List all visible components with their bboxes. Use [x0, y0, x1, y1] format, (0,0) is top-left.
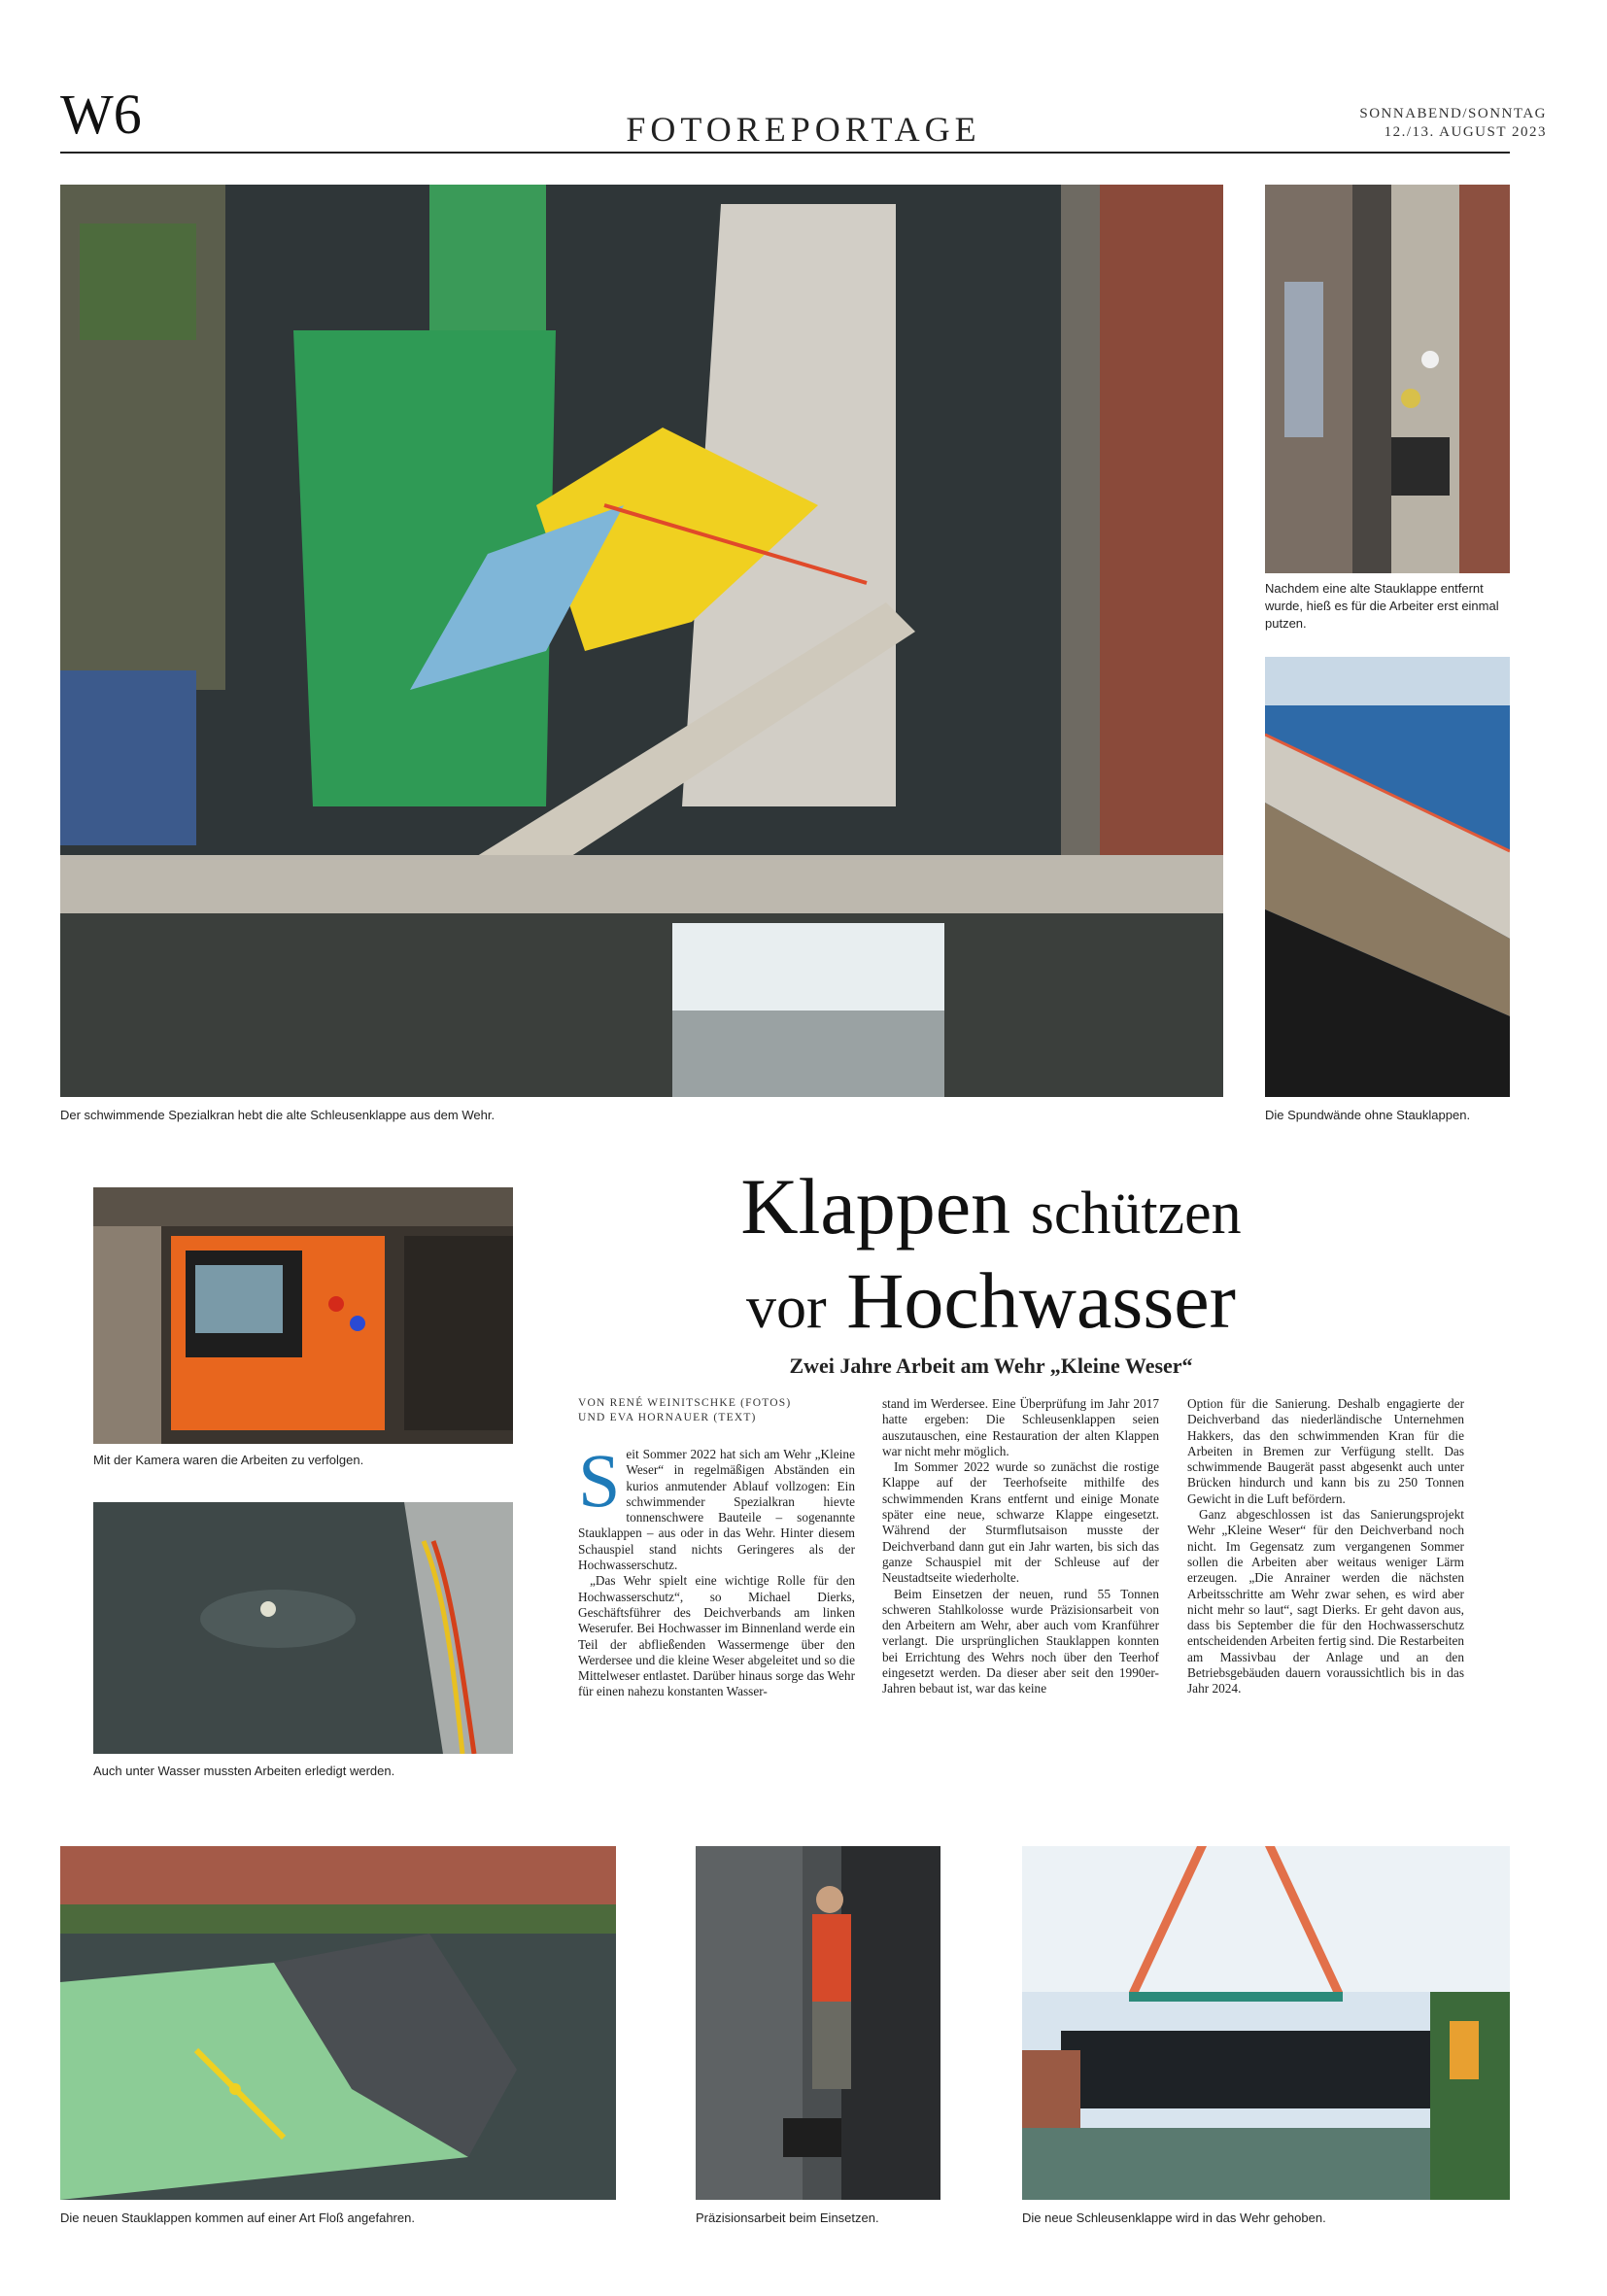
- caption-precision: Präzisionsarbeit beim Einsetzen.: [696, 2210, 879, 2225]
- paragraph: Option für die Sanierung. Deshalb engagierte der Deichverband das niederländische Unternehmen Hakkers, das den schwimmenden Kran für die Arbeiten in Bremen zur Verfügung stellt. Das schwimmende Baugerät passt abgesenkt auch unter Brücken hindurch und kann bis zu 250 Tonnen Gewicht in die Luft befördern.: [1187, 1396, 1464, 1506]
- article-column-2: [882, 1396, 1159, 1697]
- paragraph: stand im Werdersee. Eine Überprüfung im Jahr 2017 hatte ergeben: Die Schleusenklappen seien auszutauschen, eine Restauration der alten Klappen war nicht mehr möglich.: [882, 1396, 1159, 1458]
- photo-camera: [93, 1187, 513, 1444]
- photo-lifted: [1022, 1846, 1510, 2200]
- byline-line-2: UND EVA HORNAUER (TEXT): [578, 1412, 757, 1423]
- issue-date-line1: SONNABEND/SONNTAG: [1359, 106, 1547, 121]
- paragraph: Beim Einsetzen der neuen, rund 55 Tonnen schweren Stahlkolosse wurde Präzisionsarbeit von den Arbeitern am Wehr, aber auch vom Kranführer verlangt. Die ursprünglichen Stauklappen konnten bei Errichtung des Wehrs noch über den Teerhof eingesetzt werden. Da dieser aber seit den 1990er-Jahren bebaut ist, war das keine: [882, 1586, 1159, 1696]
- section-title: FOTOREPORTAGE: [626, 110, 981, 149]
- caption-sheet-piles: Die Spundwände ohne Stauklappen.: [1265, 1108, 1471, 1122]
- photo-crane-aerial: [60, 185, 1223, 1097]
- issue-date-line2: 12./13. AUGUST 2023: [1384, 124, 1547, 140]
- headline-word-3: vor: [746, 1275, 827, 1341]
- headline-word-1: Klappen: [740, 1162, 1011, 1251]
- issue-date: [1359, 105, 1547, 142]
- photo-clean-up: [1265, 185, 1510, 573]
- caption-underwater: Auch unter Wasser mussten Arbeiten erledigt werden.: [93, 1764, 395, 1778]
- headline-word-4: Hochwasser: [846, 1256, 1236, 1345]
- article-subtitle: Zwei Jahre Arbeit am Wehr „Kleine Weser“: [789, 1354, 1193, 1378]
- byline: [578, 1396, 855, 1425]
- photo-sheet-piles: [1265, 657, 1510, 1097]
- caption-lifted: Die neue Schleusenklappe wird in das Wehr gehoben.: [1022, 2210, 1326, 2225]
- caption-camera: Mit der Kamera waren die Arbeiten zu verfolgen.: [93, 1453, 364, 1467]
- headline-word-2: schützen: [1030, 1181, 1242, 1247]
- article-column-1: [578, 1396, 855, 1700]
- photo-precision: [696, 1846, 940, 2200]
- article-headline: [661, 1164, 1321, 1353]
- paragraph: „Das Wehr spielt eine wichtige Rolle für den Hochwasserschutz“, so Michael Dierks, Geschäftsführer des Deichverbands am linken Weserufer. Bei Hochwasser im Binnenland werde ein Teil der abfließenden Wassermenge über den Werdersee und die kleine Weser abgeleitet und so die Mittelweser entlastet. Darüber hinaus sorge das Wehr für einen nahezu konstanten Wasser-: [578, 1573, 855, 1699]
- photo-underwater: [93, 1502, 513, 1754]
- article-column-3: [1187, 1396, 1464, 1697]
- header-rule: [60, 152, 1510, 154]
- caption-raft: Die neuen Stauklappen kommen auf einer Art Floß angefahren.: [60, 2210, 415, 2225]
- drop-cap: S: [578, 1438, 621, 1523]
- paragraph: Ganz abgeschlossen ist das Sanierungsprojekt Wehr „Kleine Weser“ für den Deichverband noch nicht. Im Gegensatz zum vergangenen Sommer sollen die Arbeiten aber weitaus weniger Lärm erzeugen. „Die Anrainer werden die nächsten Arbeitsschritte am Wehr zwar sehen, es wird aber nicht mehr so laut“, sagt Dierks. Er geht davon aus, dass bis September die für den Hochwasserschutz entscheidenden Arbeiten fertig sind. Die Restarbeiten am Massivbau der Anlage und an den Betriebsgebäuden dauern voraussichtlich bis in das Jahr 2024.: [1187, 1507, 1464, 1696]
- page-number: W6: [60, 83, 142, 146]
- byline-line-1: VON RENÉ WEINITSCHKE (FOTOS): [578, 1397, 792, 1409]
- paragraph: Im Sommer 2022 wurde so zunächst die rostige Klappe auf der Teerhofseite mithilfe des schwimmenden Krans entfernt und einige Monate später eine neue, schwarze Klappe eingesetzt. Während der Sturmflutsaison musste der Deichverband dann gut ein Jahr warten, bis sich das ganze Schauspiel mit der Schleuse auf der Neustadtseite wiederholte.: [882, 1459, 1159, 1586]
- paragraph: eit Sommer 2022 hat sich am Wehr „Kleine Weser“ in regelmäßigen Abständen ein kurios anmutender Ablauf vollzogen: Ein schwimmender Spezialkran hievte tonnenschwere Bauteile – sogenannte Stauklappen – aus oder in das Wehr. Hinter diesem Schauspiel stand nichts Geringeres als der Hochwasserschutz.: [578, 1447, 855, 1573]
- caption-crane-main: Der schwimmende Spezialkran hebt die alte Schleusenklappe aus dem Wehr.: [60, 1108, 496, 1122]
- caption-clean-up: Nachdem eine alte Stauklappe entfernt wurde, hieß es für die Arbeiter erst einmal putzen.: [1265, 581, 1499, 631]
- photo-raft: [60, 1846, 616, 2200]
